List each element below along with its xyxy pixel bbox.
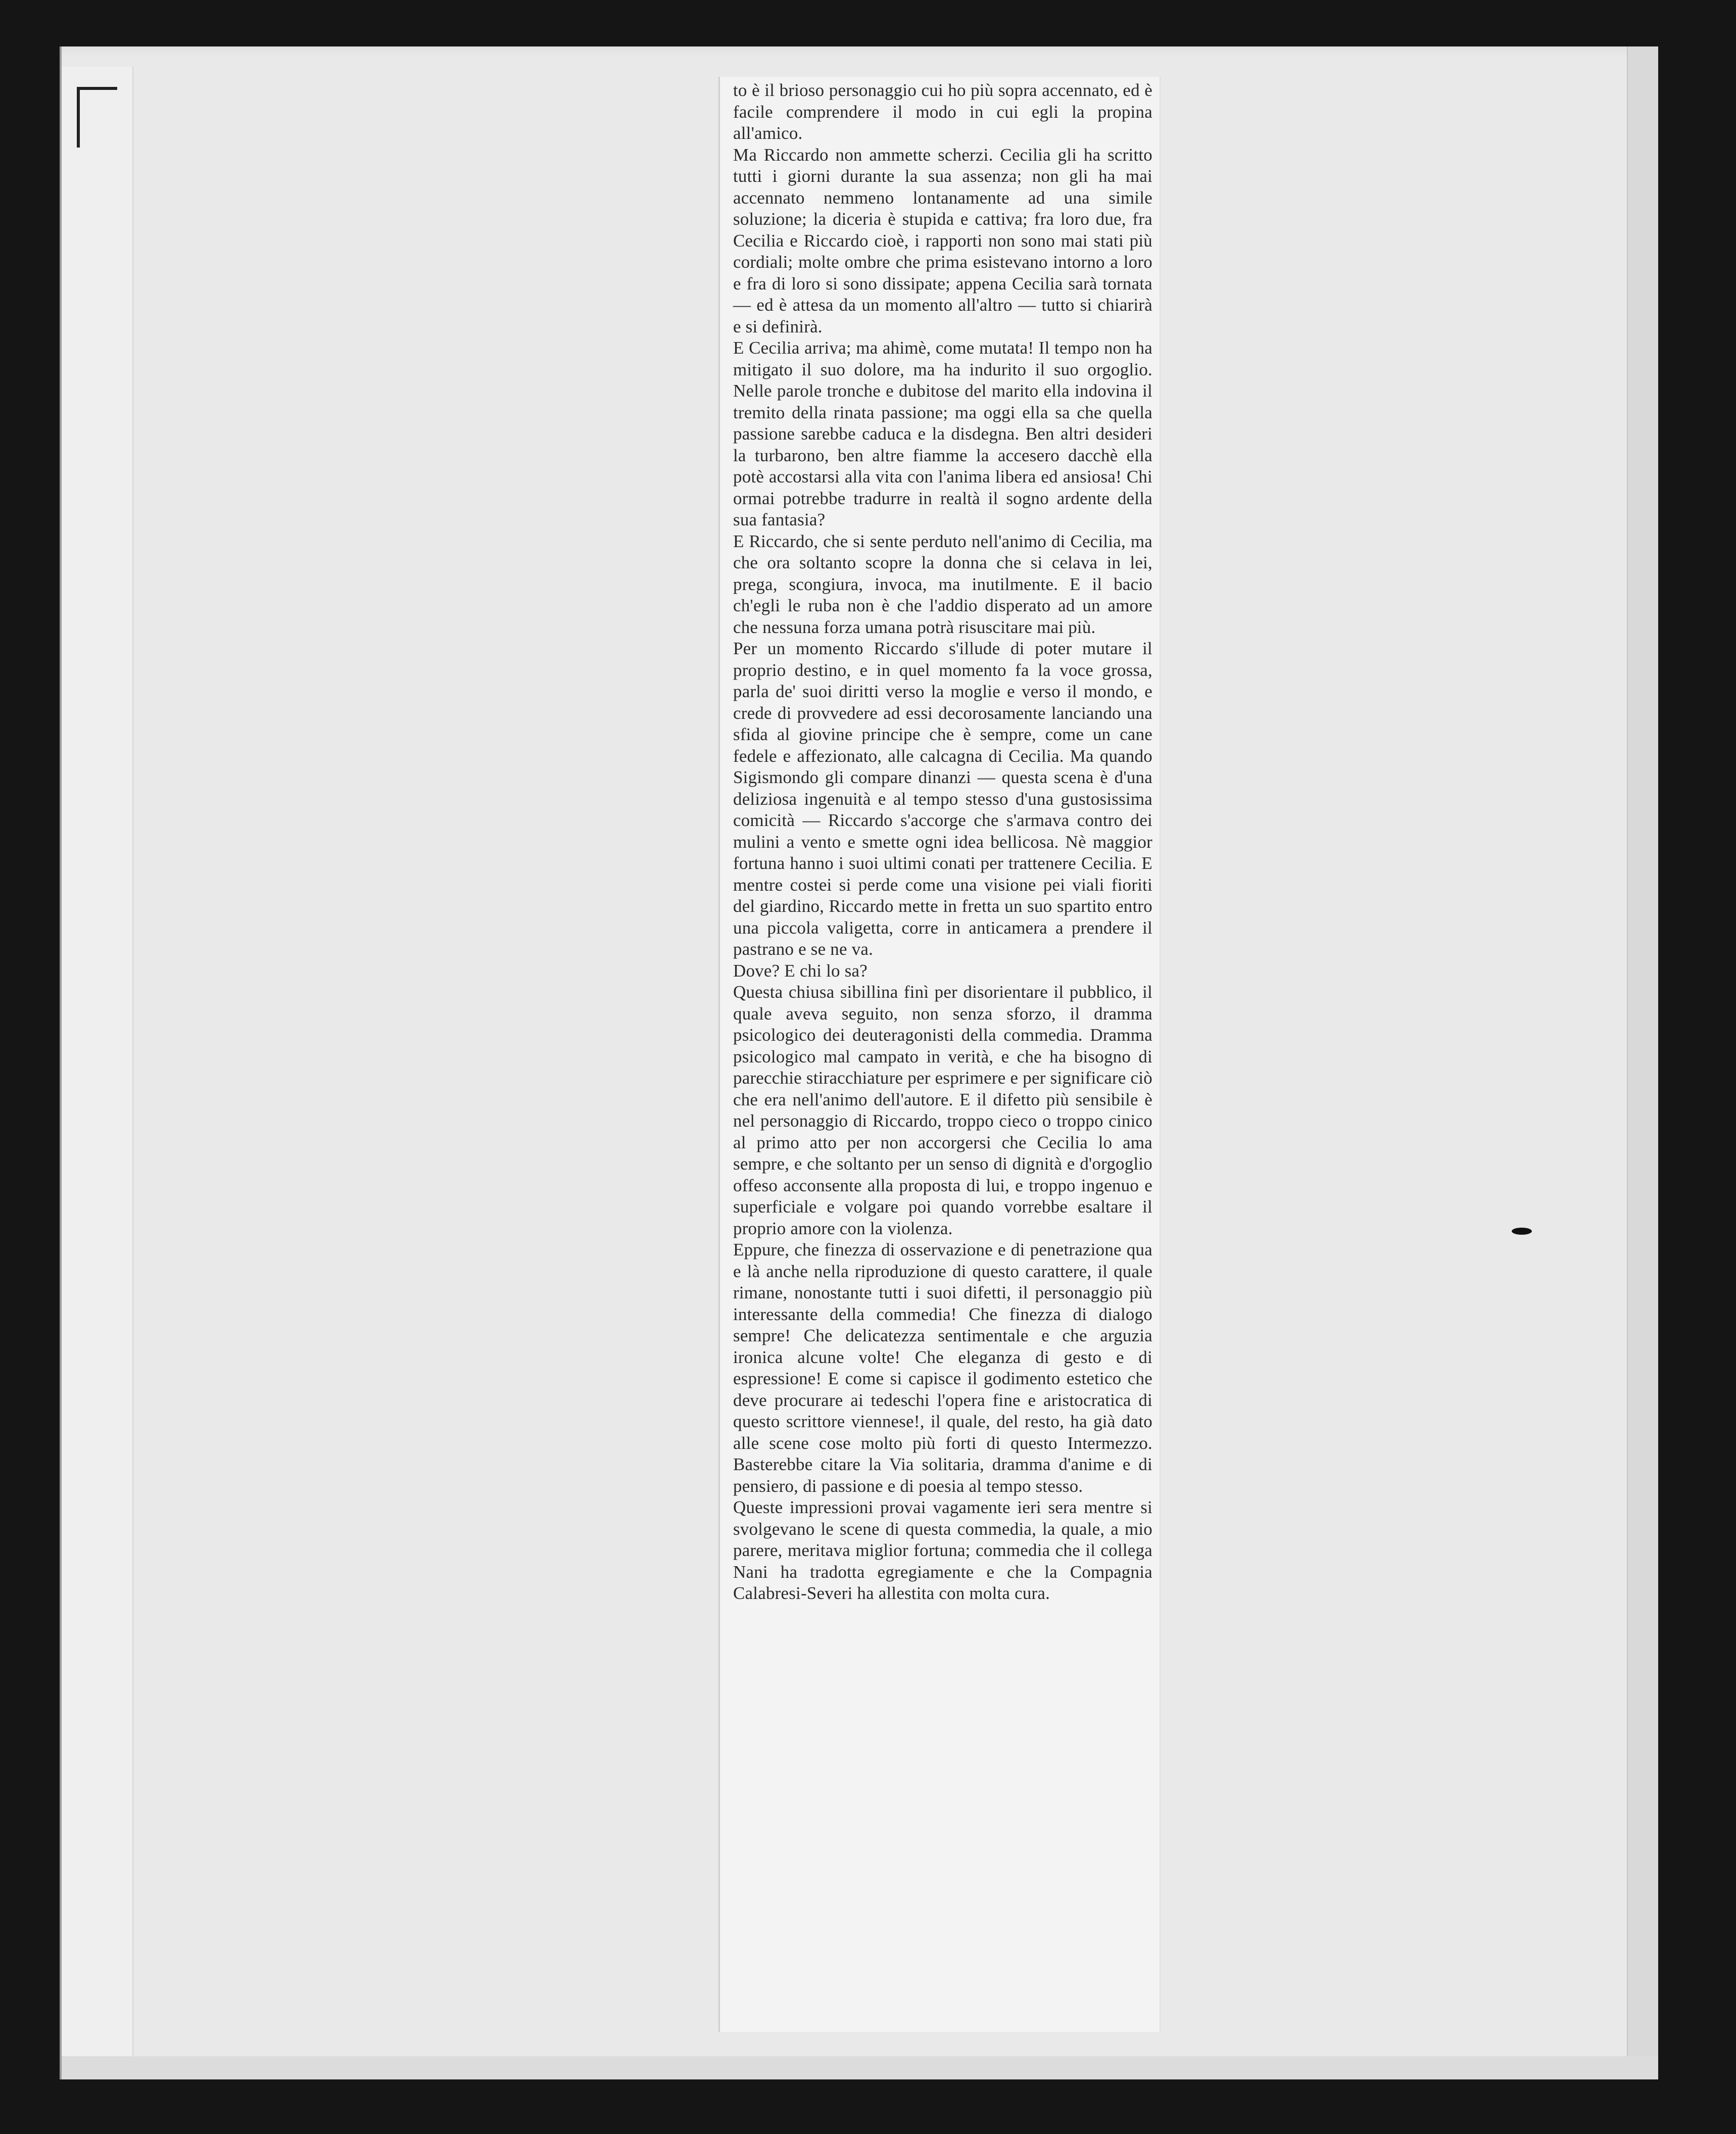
ink-speck	[1512, 1228, 1532, 1235]
paper-sheet	[60, 46, 1658, 2079]
newspaper-clipping	[718, 77, 1161, 2032]
sheet-bottom-edge	[62, 2056, 1658, 2079]
sheet-left-margin	[62, 67, 133, 2067]
corner-mark-vertical	[77, 87, 80, 148]
corner-mark	[77, 87, 117, 90]
sheet-right-edge	[1627, 46, 1658, 2079]
article-text: to è il brioso personaggio cui ho più sopra accennato, ed è facile comprendere il modo in cui egli la propina all'amico. Ma Riccardo non ammette scherzi. Cecilia gli ha scritto tutti i giorni durante la sua assenza; non gli ha mai accennato nemmeno lontanamente ad una simile soluzione; la diceria è stupida e cattiva; fra loro due, fra Cecilia e Riccardo cioè, i rapporti non sono mai stati più cordiali; molte ombre che prima esistevano intorno a loro e fra di loro si sono dissipate; appena Cecilia sarà tornata — ed è attesa da un momento all'altro — tutto si chiarirà e si definirà. E Cecilia arriva; ma ahimè, come mutata! Il tempo non ha mitigato il suo dolore, ma ha indurito il suo orgoglio. Nelle parole tronche e dubitose del marito ella indovina il tremito della rinata passione; ma oggi ella sa che quella passione sarebbe caduca e la disdegna. Ben altri desideri la turbarono, ben altre fiamme la accesero dacchè ella potè accostarsi alla vita con l'anima libera ed ansiosa! Chi ormai potrebbe tradurre in realtà il sogno ardente della sua fantasia? E Riccardo, che si sente perduto nell'animo di Cecilia, ma che ora soltanto scopre la donna che si celava in lei, prega, scongiura, invoca, ma inutilmente. E il bacio ch'egli le ruba non è che l'addio disperato ad un amore che nessuna forza umana potrà risuscitare mai più. Per un momento Riccardo s'illude di poter mutare il proprio destino, e in quel momento fa la voce grossa, parla de' suoi diritti verso la moglie e verso il mondo, e crede di provvedere ad essi decorosamente lanciando una sfida al giovine principe che è sempre, come un cane fedele e affezionato, alle calcagna di Cecilia. Ma quando Sigismondo gli compare dinanzi — questa scena è d'una deliziosa ingenuità e al tempo stesso d'una gustosissima comicità — Riccardo s'accorge che s'armava contro dei mulini a vento e smette ogni idea bellicosa. Nè maggior fortuna hanno i suoi ultimi conati per trattenere Cecilia. E mentre costei si perde come una visione pei viali fioriti del giardino, Riccardo mette in fretta un suo spartito entro una piccola valigetta, corre in anticamera a prendere il pastrano e se ne va. Dove? E chi lo sa? Questa chiusa sibillina finì per disorientare il pubblico, il quale aveva seguito, non senza sforzo, il dramma psicologico dei deuteragonisti della commedia. Dramma psicologico mal campato in verità, e che ha bisogno di parecchie stiracchiature per esprimere e per significare ciò che era nell'animo dell'autore. E il difetto più sensibile è nel personaggio di Riccardo, troppo cieco o troppo cinico al primo atto per non accorgersi che Cecilia lo ama sempre, e che soltanto per un senso di dignità e d'orgoglio offeso acconsente alla proposta di lui, e troppo ingenuo e superficiale e volgare poi quando vorrebbe esaltare il proprio amore con la violenza. Eppure, che finezza di osservazione e di penetrazione qua e là anche nella riproduzione di questo carattere, il quale rimane, nonostante tutti i suoi difetti, il personaggio più interessante della commedia! Che finezza di dialogo sempre! Che delicatezza sentimentale e che arguzia ironica alcune volte! Che eleganza di gesto e di espressione! E come si capisce il godimento estetico che deve procurare ai tedeschi l'opera fine e aristocratica di questo scrittore viennese!, il quale, del resto, ha già dato alle scene cose molto più forti di questo Intermezzo. Basterebbe citare la Via solitaria, dramma d'anime e di pensiero, di passione e di poesia al tempo stesso. Queste impressioni provai vagamente ieri sera mentre si svolgevano le scene di questa commedia, la quale, a mio parere, meritava miglior fortuna; commedia che il collega Nani ha tradotta egregiamente e che la Compagnia Calabresi-Severi ha allestita con molta cura.	[733, 80, 1152, 1603]
